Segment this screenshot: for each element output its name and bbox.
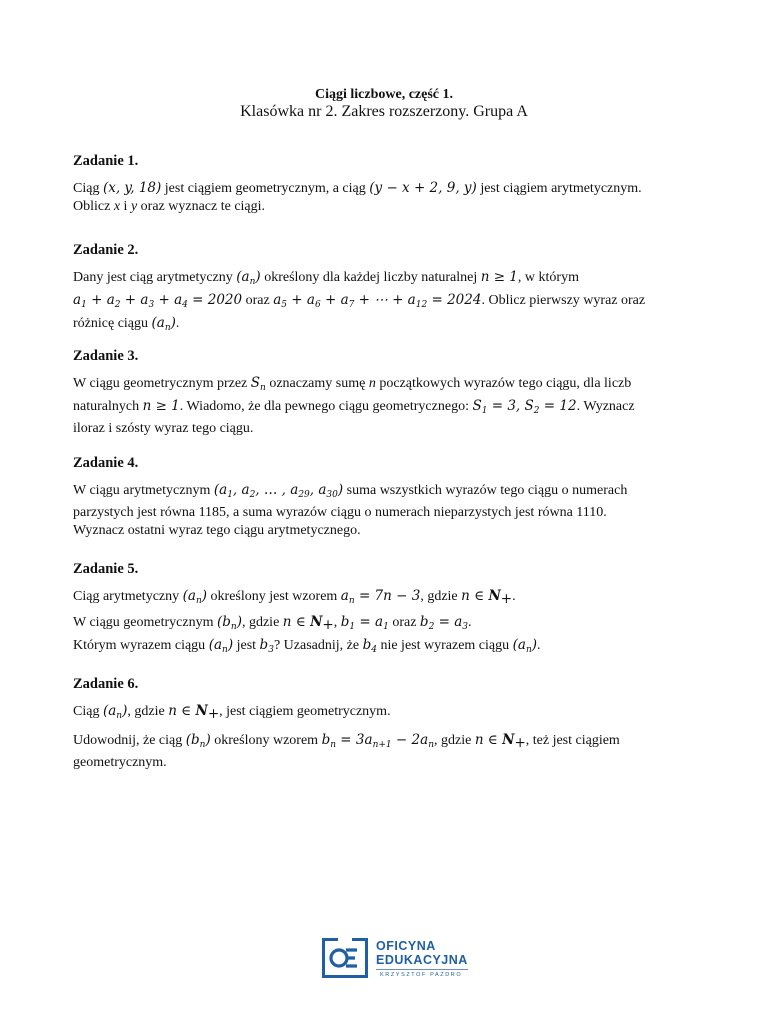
task-5	[73, 561, 693, 659]
logo-divider	[376, 969, 468, 970]
task-5-heading: Zadanie 5.	[73, 561, 139, 577]
task-4-line-3: Wyznacz ostatni wyraz tego ciągu arytmetycznego.	[73, 523, 361, 538]
task-3-line-1: W ciągu geometrycznym przez $S_n$ oznaczamy sumę n początkowych wyrazów tego ciągu, dla liczb	[73, 375, 632, 393]
logo-text-oficyna: OFICYNA	[376, 939, 436, 953]
task-2-line-2: $a_1 + a_2 + a_3 + a_4 = 2020$ oraz $a_5 + a_6 + a_7$ + ⋯ + $a_{12} = 2024$. Oblicz pierwszy wyraz oraz	[73, 292, 646, 310]
task-3-heading: Zadanie 3.	[73, 348, 139, 364]
task-6-line-2: Udowodnij, że ciąg $(b_n)$ określony wzorem $b_n = 3a_{n+1} - 2a_n$, gdzie n ∈ $N_+$, też jest ciągiem	[73, 732, 620, 751]
task-4-heading: Zadanie 4.	[73, 455, 139, 471]
task-2-heading: Zadanie 2.	[73, 242, 139, 258]
logo-text-author: KRZYSZTOF PAZDRO	[380, 972, 463, 978]
task-1-line-2: Oblicz x i y oraz wyznacz te ciągi.	[73, 199, 266, 214]
logo-oe-mark-icon	[322, 938, 368, 978]
task-2-line-3: różnicę ciągu $(a_n)$.	[73, 315, 180, 333]
task-5-line-1: Ciąg arytmetyczny $(a_n)$ określony jest wzorem $a_n = 7n - 3$, gdzie n ∈ $N_+$.	[73, 588, 516, 607]
task-1-line-1: Ciąg (x, y, 18) jest ciągiem geometrycznym, a ciąg (y − x + 2, 9, y) jest ciągiem arytmetycznym.	[73, 180, 642, 196]
publisher-logo	[322, 938, 472, 982]
logo-text-edukacyjna: EDUKACYJNA	[376, 953, 468, 967]
task-6-line-3: geometrycznym.	[73, 755, 167, 770]
task-3-line-3: iloraz i szósty wyraz tego ciągu.	[73, 421, 254, 436]
task-3	[73, 348, 693, 438]
task-4-line-1: W ciągu arytmetycznym ($a_1$, $a_2$, … , $a_{29}$, $a_{30}$) suma wszystkich wyrazów tego ciągu o numerach	[73, 482, 628, 500]
task-5-line-2: W ciągu geometrycznym $(b_n)$, gdzie n ∈ $N_+$, $b_1 = a_1$ oraz $b_2 = a_3$.	[73, 614, 472, 633]
task-1	[73, 153, 693, 216]
page-subtitle: Klasówka nr 2. Zakres rozszerzony. Grupa A	[240, 103, 528, 120]
task-2	[73, 242, 693, 337]
task-4-line-2: parzystych jest równa 1185, a suma wyrazów ciągu o numerach nieparzystych jest równa 1110.	[73, 505, 607, 520]
task-3-line-2: naturalnych n ≥ 1. Wiadomo, że dla pewnego ciągu geometrycznego: $S_1 = 3$, $S_2 = 12$. Wyznacz	[73, 398, 635, 416]
task-5-line-3: Którym wyrazem ciągu $(a_n)$ jest $b_3$? Uzasadnij, że $b_4$ nie jest wyrazem ciągu $(a_n)$.	[73, 637, 541, 655]
page-title: Ciągi liczbowe, część 1.	[314, 87, 453, 102]
task-6-line-1: Ciąg $(a_n)$, gdzie n ∈ $N_+$, jest ciągiem geometrycznym.	[73, 703, 391, 722]
task-2-line-1: Dany jest ciąg arytmetyczny $(a_n)$ określony dla każdej liczby naturalnej n ≥ 1, w którym	[73, 269, 579, 287]
task-6-heading: Zadanie 6.	[73, 676, 139, 692]
task-1-heading: Zadanie 1.	[73, 153, 139, 169]
task-6	[73, 676, 693, 772]
task-4	[73, 455, 693, 540]
